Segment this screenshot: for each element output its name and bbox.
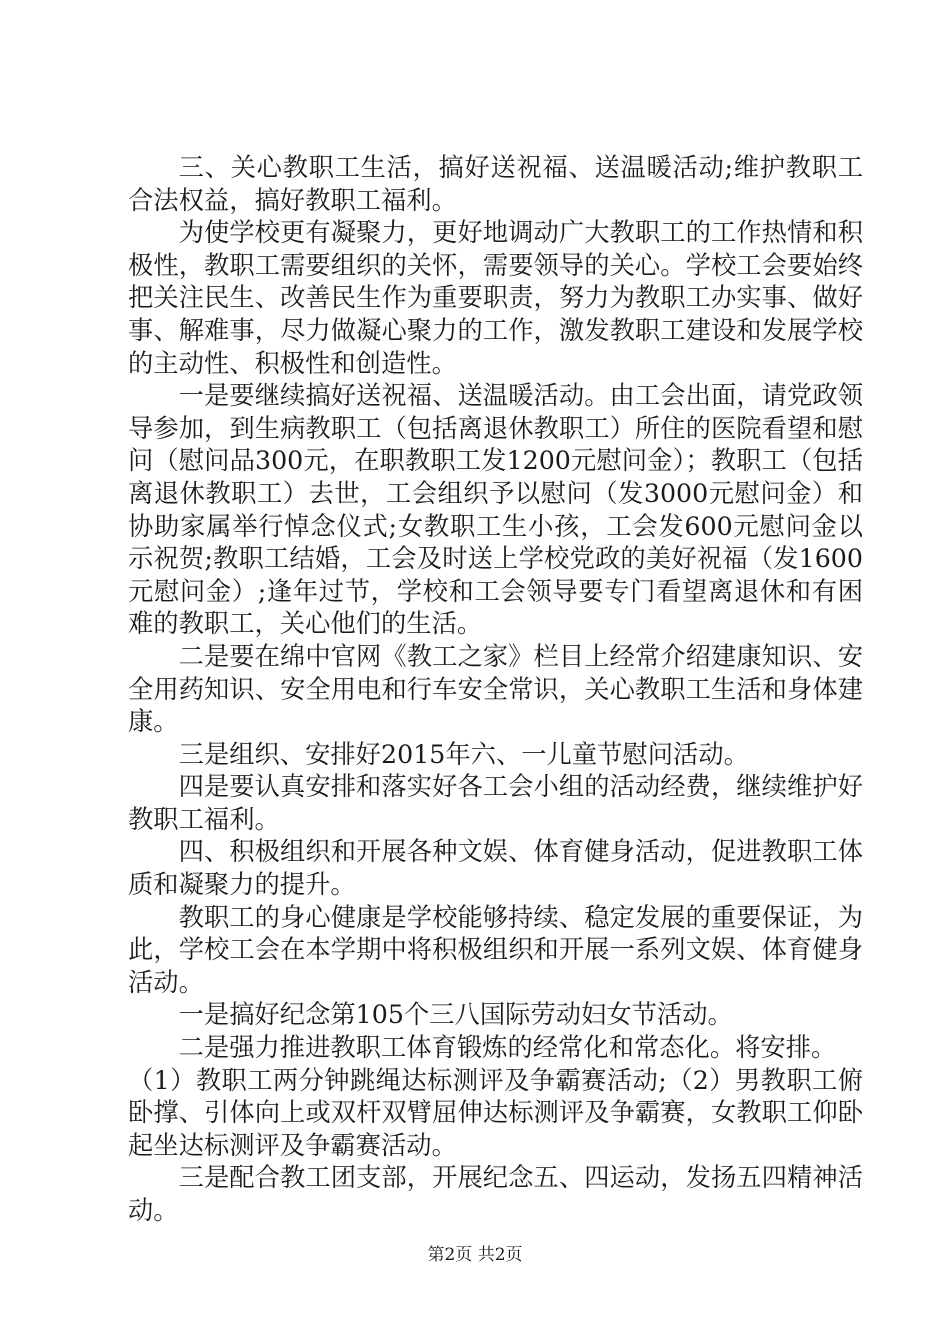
paragraph: （1）教职工两分钟跳绳达标测评及争霸赛活动;（2）男教职工俯卧撑、引体向上或双杆双臂屈伸达标测评及争霸赛，女教职工仰卧起坐达标测评及争霸赛活动。 — [128, 1065, 863, 1160]
paragraph: 一是要继续搞好送祝福、送温暖活动。由工会出面，请党政领导参加，到生病教职工（包括离退休教职工）所住的医院看望和慰问（慰问品300元，在职教职工发1200元慰问金）；教职工（包括离退休教职工）去世，工会组织予以慰问（发3000元慰问金）和协助家属举行悼念仪式;女教职工生小孩，工会发600元慰问金以示祝贺;教职工结婚，工会及时送上学校党政的美好祝福（发1600元慰问金）;逢年过节，学校和工会领导要专门看望离退休和有困难的教职工，关心他们的生活。 — [128, 381, 863, 639]
section-heading-3: 三、关心教职工生活，搞好送祝福、送温暖活动;维护教职工合法权益，搞好教职工福利。 — [128, 153, 863, 215]
paragraph: 四是要认真安排和落实好各工会小组的活动经费，继续维护好教职工福利。 — [128, 772, 863, 834]
paragraph: 三是组织、安排好2015年六、一儿童节慰问活动。 — [178, 739, 749, 769]
paragraph: 一是搞好纪念第105个三八国际劳动妇女节活动。 — [178, 1000, 733, 1030]
paragraph: 二是要在绵中官网《教工之家》栏目上经常介绍建康知识、安全用药知识、安全用电和行车安全常识，关心教职工生活和身体建康。 — [128, 641, 863, 737]
page-footer: 第2页 共2页 — [427, 1245, 523, 1265]
paragraph: 教职工的身心健康是学校能够持续、稳定发展的重要保证，为此，学校工会在本学期中将积极组织和开展一系列文娱、体育健身活动。 — [128, 902, 863, 997]
section-heading-4: 四、积极组织和开展各种文娱、体育健身活动，促进教职工体质和凝聚力的提升。 — [128, 837, 863, 900]
paragraph: 二是强力推进教职工体育锻炼的经常化和常态化。将安排。 — [178, 1033, 837, 1063]
paragraph: 三是配合教工团支部，开展纪念五、四运动，发扬五四精神活动。 — [128, 1163, 863, 1225]
paragraph: 为使学校更有凝聚力，更好地调动广大教职工的工作热情和积极性，教职工需要组织的关怀，需要领导的关心。学校工会要始终把关注民生、改善民生作为重要职责，努力为教职工办实事、做好事、解难事，尽力做凝心聚力的工作，激发教职工建设和发展学校的主动性、积极性和创造性。 — [128, 218, 863, 378]
document-body — [128, 152, 863, 1228]
